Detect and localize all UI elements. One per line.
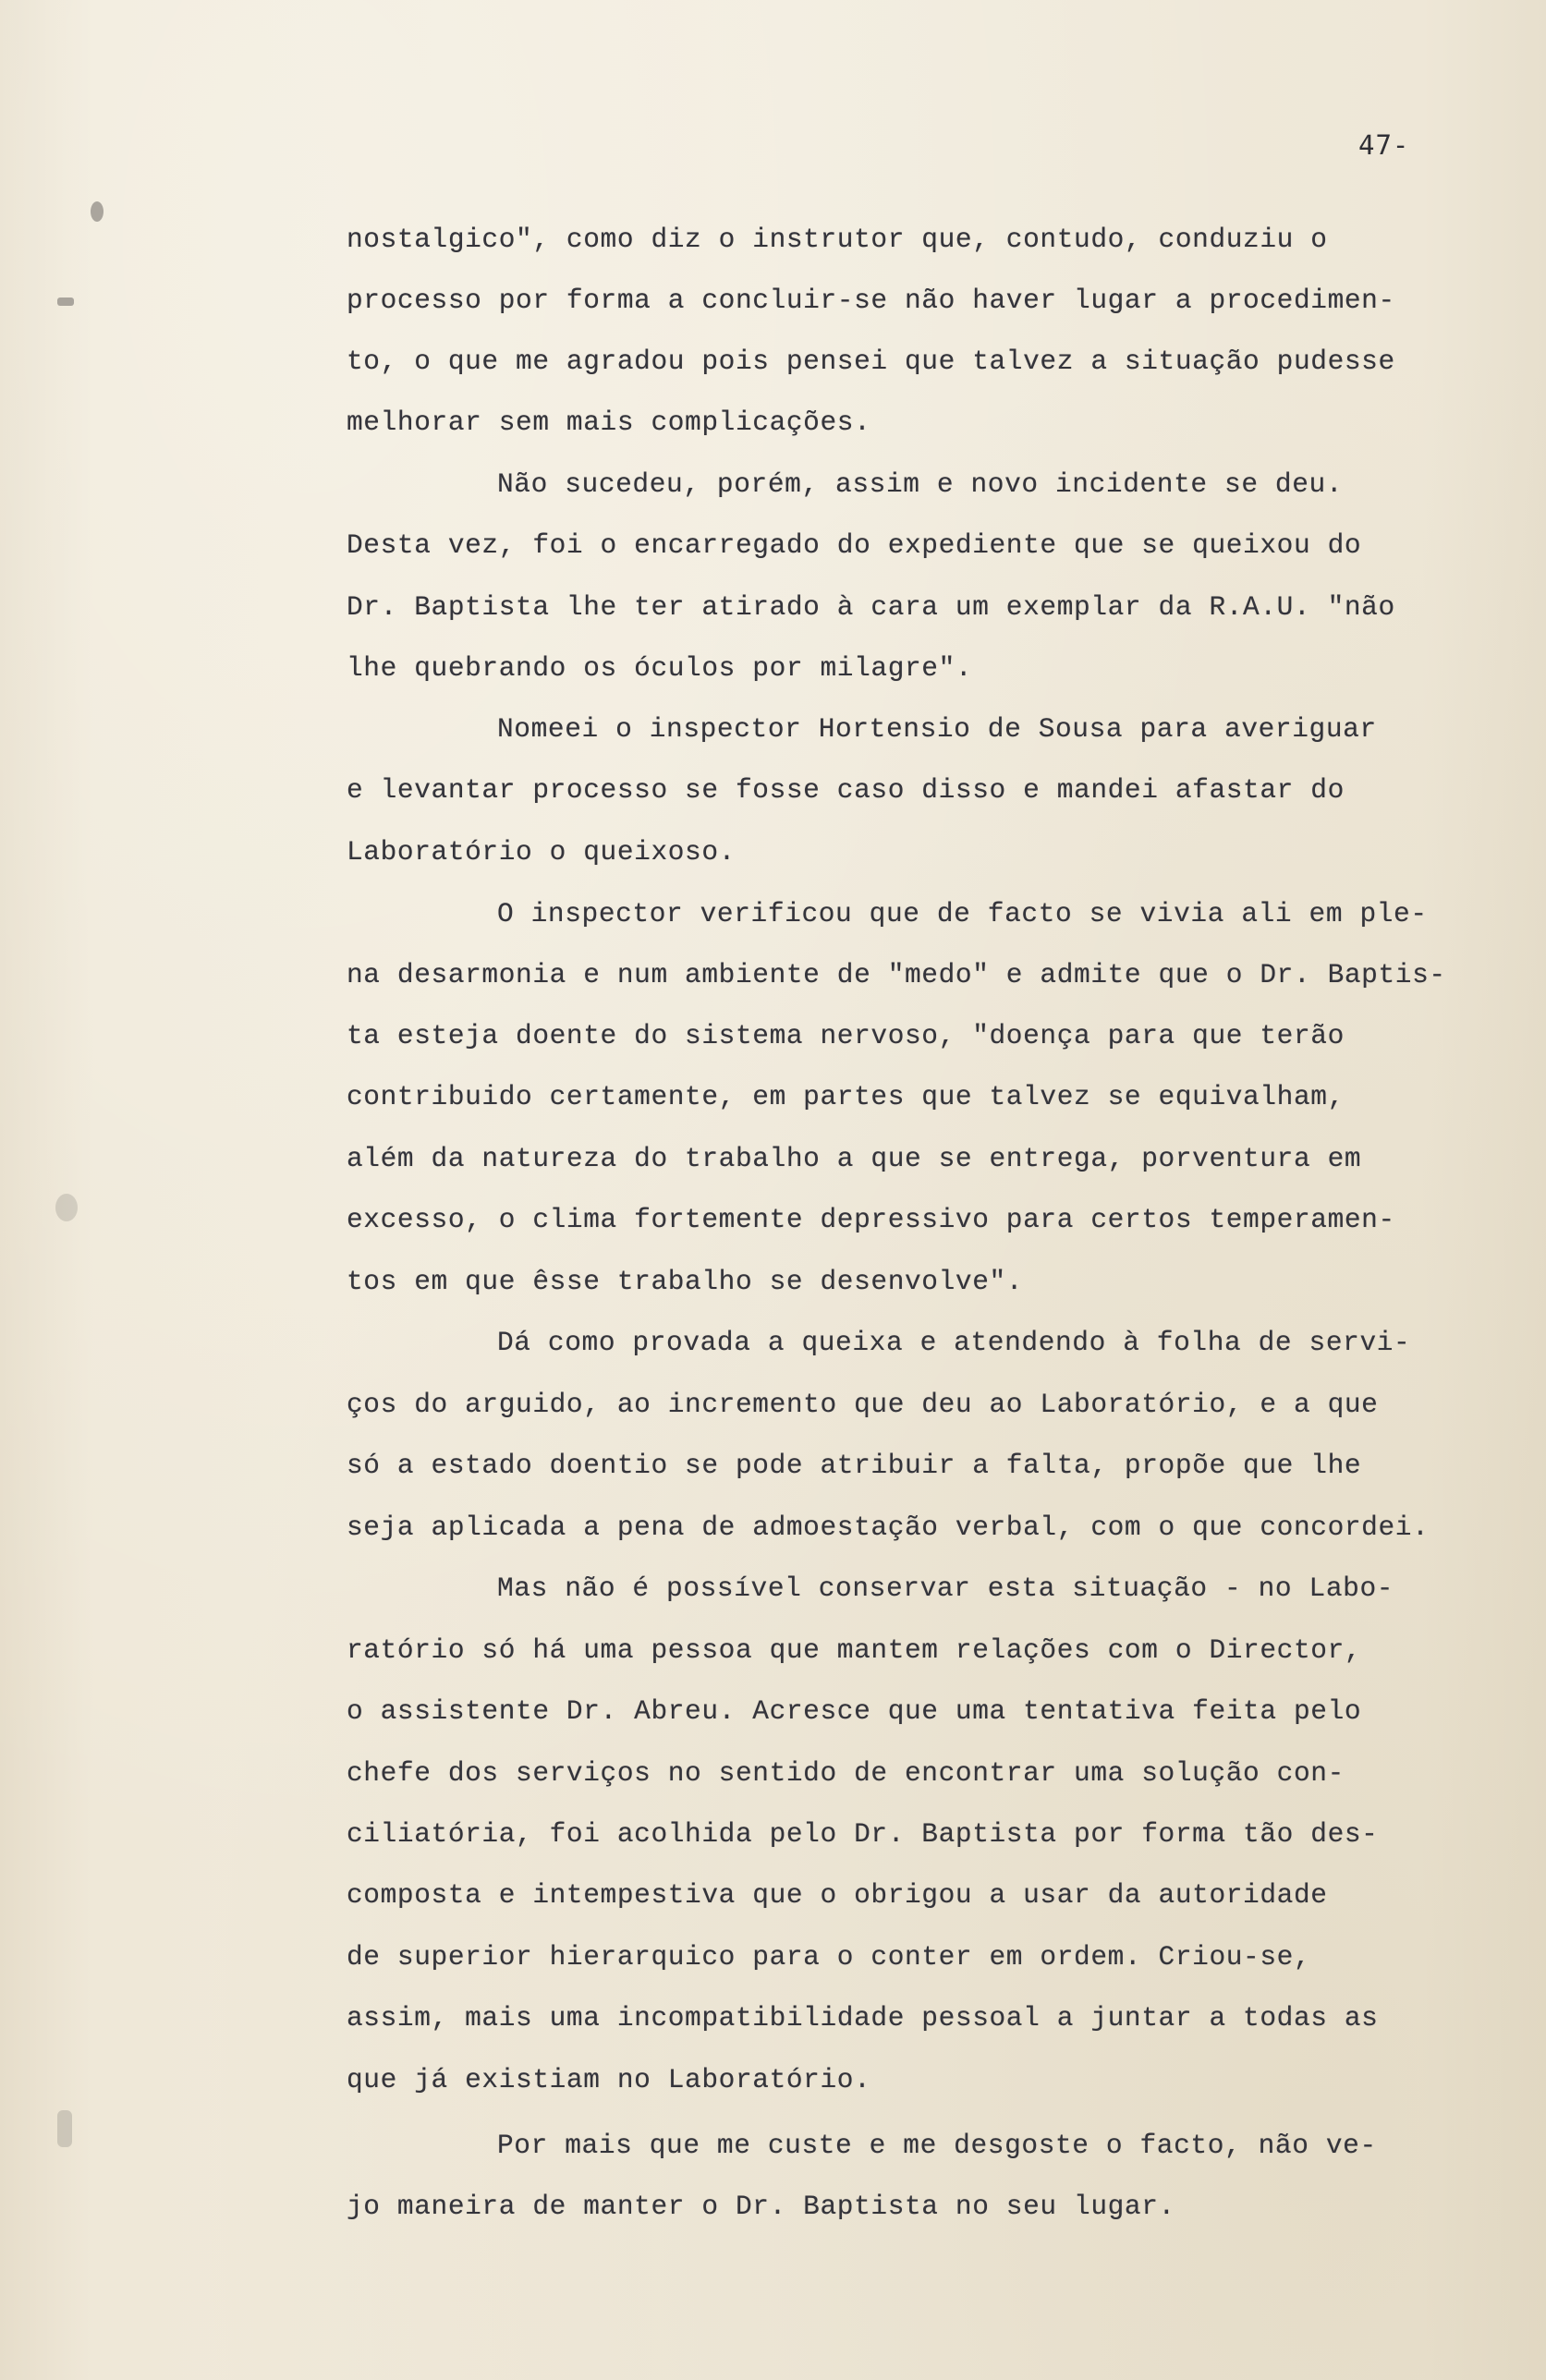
text-line: Laboratório o queixoso. [347, 836, 736, 868]
text-line: além da natureza do trabalho a que se entrega, porventura em [347, 1143, 1362, 1174]
text-line: lhe quebrando os óculos por milagre". [347, 652, 973, 684]
text-line: melhorar sem mais complicações. [347, 407, 871, 438]
text-line: Não sucedeu, porém, assim e novo incidente se deu. [497, 468, 1344, 500]
text-line: seja aplicada a pena de admoestação verbal, com o que concordei. [347, 1512, 1430, 1543]
text-line: chefe dos serviços no sentido de encontrar uma solução con- [347, 1757, 1345, 1789]
text-line: ços do arguido, ao incremento que deu ao Laboratório, e a que [347, 1389, 1379, 1420]
text-line: assim, mais uma incompatibilidade pessoal a juntar a todas as [347, 2002, 1379, 2034]
text-line: nostalgico", como diz o instrutor que, contudo, conduziu o [347, 224, 1328, 255]
text-line: contribuido certamente, em partes que talvez se equivalham, [347, 1081, 1345, 1112]
text-line: composta e intempestiva que o obrigou a usar da autoridade [347, 1879, 1328, 1911]
text-line: e levantar processo se fosse caso disso e mandei afastar do [347, 774, 1345, 806]
text-line: O inspector verificou que de facto se vivia ali em ple- [497, 898, 1428, 929]
text-line: Desta vez, foi o encarregado do expediente que se queixou do [347, 529, 1362, 561]
page-number: 47- [1358, 129, 1410, 161]
text-line: ta esteja doente do sistema nervoso, "doença para que terão [347, 1020, 1345, 1051]
text-line: excesso, o clima fortemente depressivo para certos temperamen- [347, 1204, 1395, 1235]
text-line: ratório só há uma pessoa que mantem relações com o Director, [347, 1634, 1362, 1666]
text-line: só a estado doentio se pode atribuir a falta, propõe que lhe [347, 1450, 1362, 1481]
text-line: de superior hierarquico para o conter em ordem. Criou-se, [347, 1941, 1311, 1973]
text-line: to, o que me agradou pois pensei que talvez a situação pudesse [347, 346, 1395, 377]
text-line: que já existiam no Laboratório. [347, 2064, 871, 2095]
text-line: Dá como provada a queixa e atendendo à folha de servi- [497, 1327, 1411, 1358]
text-line: Dr. Baptista lhe ter atirado à cara um exemplar da R.A.U. "não [347, 591, 1395, 623]
text-line: Por mais que me custe e me desgoste o facto, não ve- [497, 2130, 1377, 2161]
text-line: jo maneira de manter o Dr. Baptista no seu lugar. [347, 2191, 1175, 2222]
text-line: Mas não é possível conservar esta situação - no Labo- [497, 1572, 1394, 1604]
text-line: tos em que êsse trabalho se desenvolve". [347, 1266, 1024, 1297]
text-line: o assistente Dr. Abreu. Acresce que uma tentativa feita pelo [347, 1695, 1362, 1727]
text-line: ciliatória, foi acolhida pelo Dr. Baptista por forma tão des- [347, 1818, 1379, 1850]
text-line: Nomeei o inspector Hortensio de Sousa para averiguar [497, 713, 1377, 745]
text-line: na desarmonia e num ambiente de "medo" e admite que o Dr. Baptis- [347, 959, 1446, 990]
text-line: processo por forma a concluir-se não haver lugar a procedimen- [347, 285, 1395, 316]
